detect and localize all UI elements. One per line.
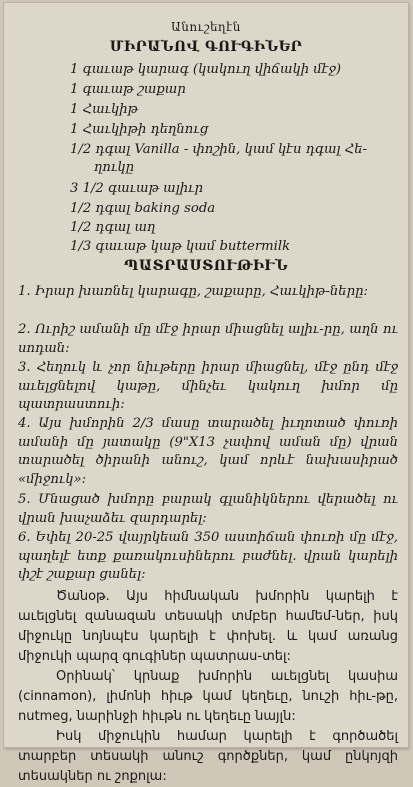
note-paragraph-2: Օրինակ՝ կրնաք խմորին աւելցնել կասիա (cinnamon), լիմոնի հիւթ կամ կեղեւը, նուշի հիւ-թը, nutmeg, նարինջի հիւթն ու կեղեւը նայլն: [18, 669, 398, 724]
recipe-title: ՄԻՐԱՆՈՎ ԳՈՒԳԻՆԵՐ [109, 39, 303, 55]
ingredient-5-line1: 1/2 դգալ Vanilla - փոշին, կամ կէս դգալ Հե- [70, 142, 367, 157]
step-5: 5. Մնացած խմորը բարակ գլանիկներու վերածել ու վրան խաչաձեւ զարդարել: [18, 492, 398, 526]
ingredient-8: 1/2 դգալ աղ [70, 220, 156, 235]
note-paragraph-1: Ծանօթ. Այս հիմնական խմորին կարելի է աւելցնել զանազան տեսակի տմբեր համեմ-ներ, իսկ միջուկը նոյնպէս կարելի է փոխել. և կամ առանց միջուկի պարզ գուգիներ պատրաս-տել: [18, 589, 398, 664]
section-label: Անուշեղէն [171, 20, 241, 34]
newspaper-clipping [4, 3, 408, 784]
step-3: 3. Հեղուկ և չոր նիւթերը իրար միացնել, մէջ ընդ մէջ աւելցնելով կաթը, մինչեւ կակուղ խմոր մը պատրաստուի: [18, 360, 398, 413]
ingredient-4: 1 Հաւկիթի դեղնուց [70, 122, 209, 137]
ingredient-2: 1 գաւաթ շաքար [70, 82, 186, 97]
ingredient-5-line2: ղուկը [94, 160, 134, 175]
step-2: 2. Ուրիշ ամանի մը մէջ իրար միացնել ալիւ-րը, աղն ու սոդան: [18, 322, 398, 356]
note-paragraph-3: Իսկ միջուկին համար կարելի է գործածել տարբեր տեսակի անուշ գործքներ, կամ ընկոյզի տեսակներ ու շոքոլա: [18, 729, 398, 784]
preparation-title: ՊԱՏՐԱՍՏՈՒԹԻՒՆ [123, 258, 289, 274]
ingredient-5 [70, 141, 400, 177]
step-6: 6. Եփել 20-25 վայրկեան 350 աստիճան փուռի մը մէջ, պաղելէ ետք քառակուսիներու բաժնել. վրան կարելի փշէ շաքար ցանել: [18, 530, 398, 583]
ingredient-9: 1/3 գաւաթ կաթ կամ buttermilk [70, 239, 291, 254]
step-4: 4. Այս խմորին 2/3 մասը տարածել իւղոտած փուռի ամանի մը յատակը (9"X13 չափով աման մը) վրան տարածել ծիրանի անուշ, կամ որևէ նախասիրած «միջուկ»: [18, 416, 398, 487]
step-1: 1. Իրար խառնել կարագը, շաքարը, Հաւկիթ-ները: [18, 284, 368, 299]
ingredient-1: 1 գաւաթ կարագ (կակուղ վիճակի մէջ) [70, 62, 342, 77]
ingredient-3: 1 Հաւկիթ [70, 102, 139, 117]
ingredient-7: 1/2 դգալ baking soda [70, 201, 216, 216]
ingredient-6: 3 1/2 գաւաթ ալիւր [70, 181, 203, 196]
note-block [18, 587, 398, 787]
